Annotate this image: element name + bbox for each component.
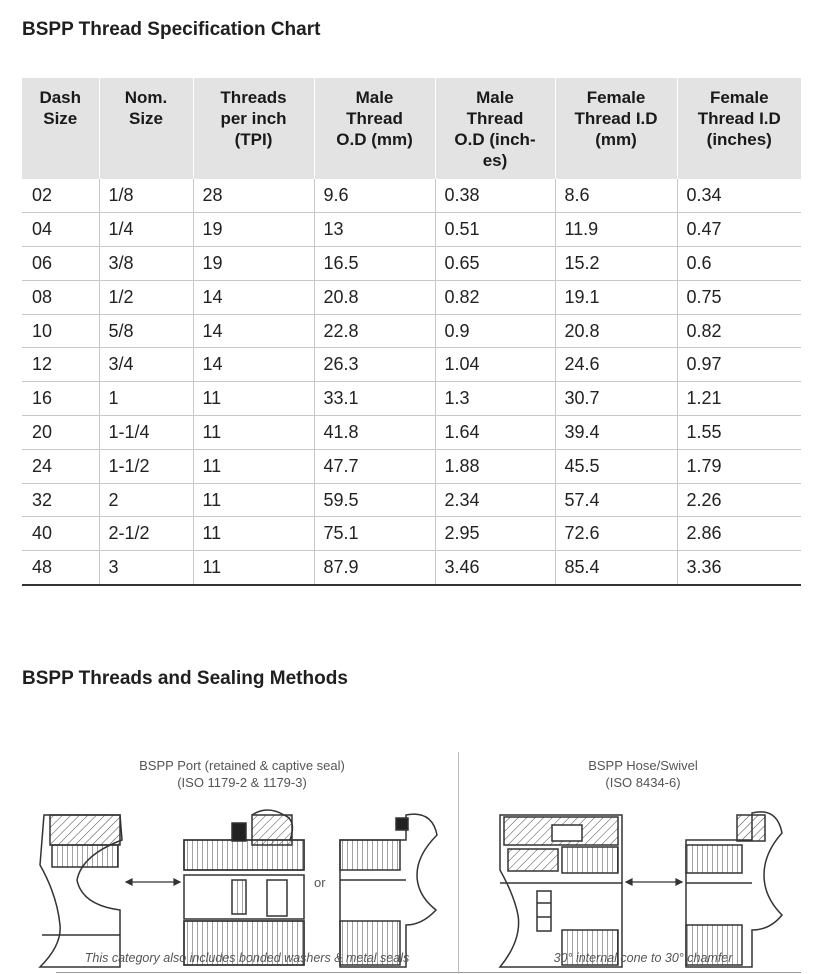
table-row — [22, 416, 801, 450]
table-cell: 2.86 — [677, 517, 801, 551]
table-cell: 2.34 — [435, 483, 555, 517]
table-cell: 24 — [22, 449, 99, 483]
table-cell: 11 — [193, 382, 314, 416]
table-cell: 20 — [22, 416, 99, 450]
column-header — [555, 78, 677, 179]
column-header — [193, 78, 314, 179]
table-cell: 2 — [99, 483, 193, 517]
table-cell: 1.64 — [435, 416, 555, 450]
table-cell: 47.7 — [314, 449, 435, 483]
right-baseline — [459, 972, 801, 973]
table-cell: 32 — [22, 483, 99, 517]
table-row — [22, 483, 801, 517]
column-header-line: Female — [709, 88, 769, 107]
column-header-line: Thread — [466, 109, 524, 128]
column-header-line: O.D (mm) — [336, 130, 413, 149]
table-cell: 1/4 — [99, 213, 193, 247]
or-label: or — [314, 875, 326, 890]
table-header-row — [22, 78, 801, 179]
right-footnote: 30° internal cone to 30° chamfer — [553, 951, 733, 965]
table-cell: 57.4 — [555, 483, 677, 517]
table-cell: 48 — [22, 551, 99, 585]
table-cell: 0.65 — [435, 247, 555, 281]
table-row — [22, 247, 801, 281]
table-cell: 75.1 — [314, 517, 435, 551]
column-header-line: Size — [43, 109, 78, 128]
left-caption-line2: (ISO 1179-2 & 1179-3) — [177, 775, 307, 790]
table-cell: 2.95 — [435, 517, 555, 551]
table-cell: 5/8 — [99, 314, 193, 348]
thread-spec-table — [22, 78, 801, 586]
table-cell: 3.46 — [435, 551, 555, 585]
table-cell: 28 — [193, 179, 314, 213]
table-cell: 0.38 — [435, 179, 555, 213]
column-header-line: (mm) — [595, 130, 637, 149]
table-cell: 11 — [193, 449, 314, 483]
male-port-drawing — [686, 812, 782, 967]
column-header-line: Male — [476, 88, 514, 107]
port-drawing-1 — [40, 815, 122, 967]
table-row — [22, 179, 801, 213]
column-header-line: Thread I.D — [574, 109, 658, 128]
fitting-drawings — [22, 745, 801, 974]
table-cell: 2.26 — [677, 483, 801, 517]
table-cell: 16 — [22, 382, 99, 416]
table-cell: 16.5 — [314, 247, 435, 281]
table-row — [22, 213, 801, 247]
table-cell: 45.5 — [555, 449, 677, 483]
table-cell: 9.6 — [314, 179, 435, 213]
table-cell: 8.6 — [555, 179, 677, 213]
table-cell: 30.7 — [555, 382, 677, 416]
table-cell: 1.3 — [435, 382, 555, 416]
table-cell: 0.9 — [435, 314, 555, 348]
table-cell: 11 — [193, 517, 314, 551]
table-row — [22, 314, 801, 348]
table-cell: 72.6 — [555, 517, 677, 551]
table-row — [22, 382, 801, 416]
swivel-nut-drawing — [500, 815, 622, 967]
column-header — [99, 78, 193, 179]
table-cell: 20.8 — [314, 280, 435, 314]
port-drawing-2 — [340, 814, 437, 967]
male-fitting-drawing — [184, 810, 304, 965]
left-caption-line1: BSPP Port (retained & captive seal) — [139, 758, 345, 773]
table-cell: 14 — [193, 314, 314, 348]
table-cell: 0.82 — [677, 314, 801, 348]
table-cell: 14 — [193, 348, 314, 382]
column-header-line: per inch — [220, 109, 287, 128]
table-cell: 1-1/2 — [99, 449, 193, 483]
table-cell: 3.36 — [677, 551, 801, 585]
table-cell: 02 — [32, 185, 53, 206]
table-cell: 15.2 — [555, 247, 677, 281]
table-cell: 24.6 — [555, 348, 677, 382]
table-row — [22, 348, 801, 382]
table-cell: 10 — [22, 314, 99, 348]
left-baseline — [56, 972, 458, 973]
table-cell: 11 — [193, 416, 314, 450]
table-row — [22, 551, 801, 585]
table-cell: 41.8 — [314, 416, 435, 450]
table-cell: 06 — [22, 247, 99, 281]
column-header-line: (TPI) — [234, 130, 273, 149]
table-cell: 0.51 — [435, 213, 555, 247]
table-cell: 1.79 — [677, 449, 801, 483]
table-cell: 1.55 — [677, 416, 801, 450]
column-header-line: es) — [482, 151, 508, 170]
table-cell: 19 — [193, 247, 314, 281]
table-cell: 0.34 — [677, 179, 801, 213]
table-cell: 11 — [193, 551, 314, 585]
column-header-line: Thread I.D — [697, 109, 781, 128]
column-header-line: Male — [355, 88, 394, 107]
table-cell: 85.4 — [555, 551, 677, 585]
table-cell: 1.88 — [435, 449, 555, 483]
table-cell: 39.4 — [555, 416, 677, 450]
table-cell: 3/8 — [99, 247, 193, 281]
table-cell: 19 — [193, 213, 314, 247]
table-cell: 08 — [22, 280, 99, 314]
table-row — [22, 280, 801, 314]
table-cell: 20.8 — [555, 314, 677, 348]
column-header-line: (inches) — [706, 130, 772, 149]
table-cell: 3/4 — [99, 348, 193, 382]
table-cell: 33.1 — [314, 382, 435, 416]
table-cell: 19.1 — [555, 280, 677, 314]
table-row — [22, 449, 801, 483]
table-cell: 12 — [22, 348, 99, 382]
table-cell: 22.8 — [314, 314, 435, 348]
table-cell: 0.75 — [677, 280, 801, 314]
column-header-line: Nom. — [124, 88, 168, 107]
table-cell: 1-1/4 — [99, 416, 193, 450]
column-header-line: Female — [586, 88, 646, 107]
table-cell: 13 — [314, 213, 435, 247]
column-header — [314, 78, 435, 179]
table-cell: 1 — [99, 382, 193, 416]
column-header-line: Threads — [220, 88, 287, 107]
table-cell: 26.3 — [314, 348, 435, 382]
table-cell: 1.04 — [435, 348, 555, 382]
left-footnote: This category also includes bonded washers & metal seals — [84, 951, 410, 965]
table-cell: 04 — [22, 213, 99, 247]
column-header — [435, 78, 555, 179]
column-header-line: Size — [128, 109, 164, 128]
sealing-diagram — [22, 745, 801, 974]
table-cell: 1/8 — [99, 179, 193, 213]
table-cell: 87.9 — [314, 551, 435, 585]
spec-chart-title: BSPP Thread Specification Chart — [22, 19, 321, 40]
column-header — [22, 78, 99, 179]
right-caption-line2: (ISO 8434-6) — [605, 775, 681, 790]
table-cell: 11 — [193, 483, 314, 517]
column-header-line: Thread — [346, 109, 403, 128]
table-cell: 3 — [99, 551, 193, 585]
table-cell: 40 — [22, 517, 99, 551]
table-cell: 2-1/2 — [99, 517, 193, 551]
table-cell: 0.47 — [677, 213, 801, 247]
right-caption-line1: BSPP Hose/Swivel — [588, 758, 698, 773]
table-cell: 0.6 — [677, 247, 801, 281]
table-cell: 1.21 — [677, 382, 801, 416]
table-row — [22, 517, 801, 551]
table-cell: 0.97 — [677, 348, 801, 382]
table-cell: 11.9 — [555, 213, 677, 247]
column-header-line: Dash — [39, 88, 82, 107]
column-header — [677, 78, 801, 179]
column-header-line: O.D (inch- — [454, 130, 536, 149]
arrow-1 — [126, 879, 180, 885]
table-cell: 59.5 — [314, 483, 435, 517]
table-cell: 1/2 — [99, 280, 193, 314]
table-cell: 14 — [193, 280, 314, 314]
arrow-2 — [626, 879, 682, 885]
table-cell: 0.82 — [435, 280, 555, 314]
sealing-methods-title: BSPP Threads and Sealing Methods — [22, 668, 348, 689]
